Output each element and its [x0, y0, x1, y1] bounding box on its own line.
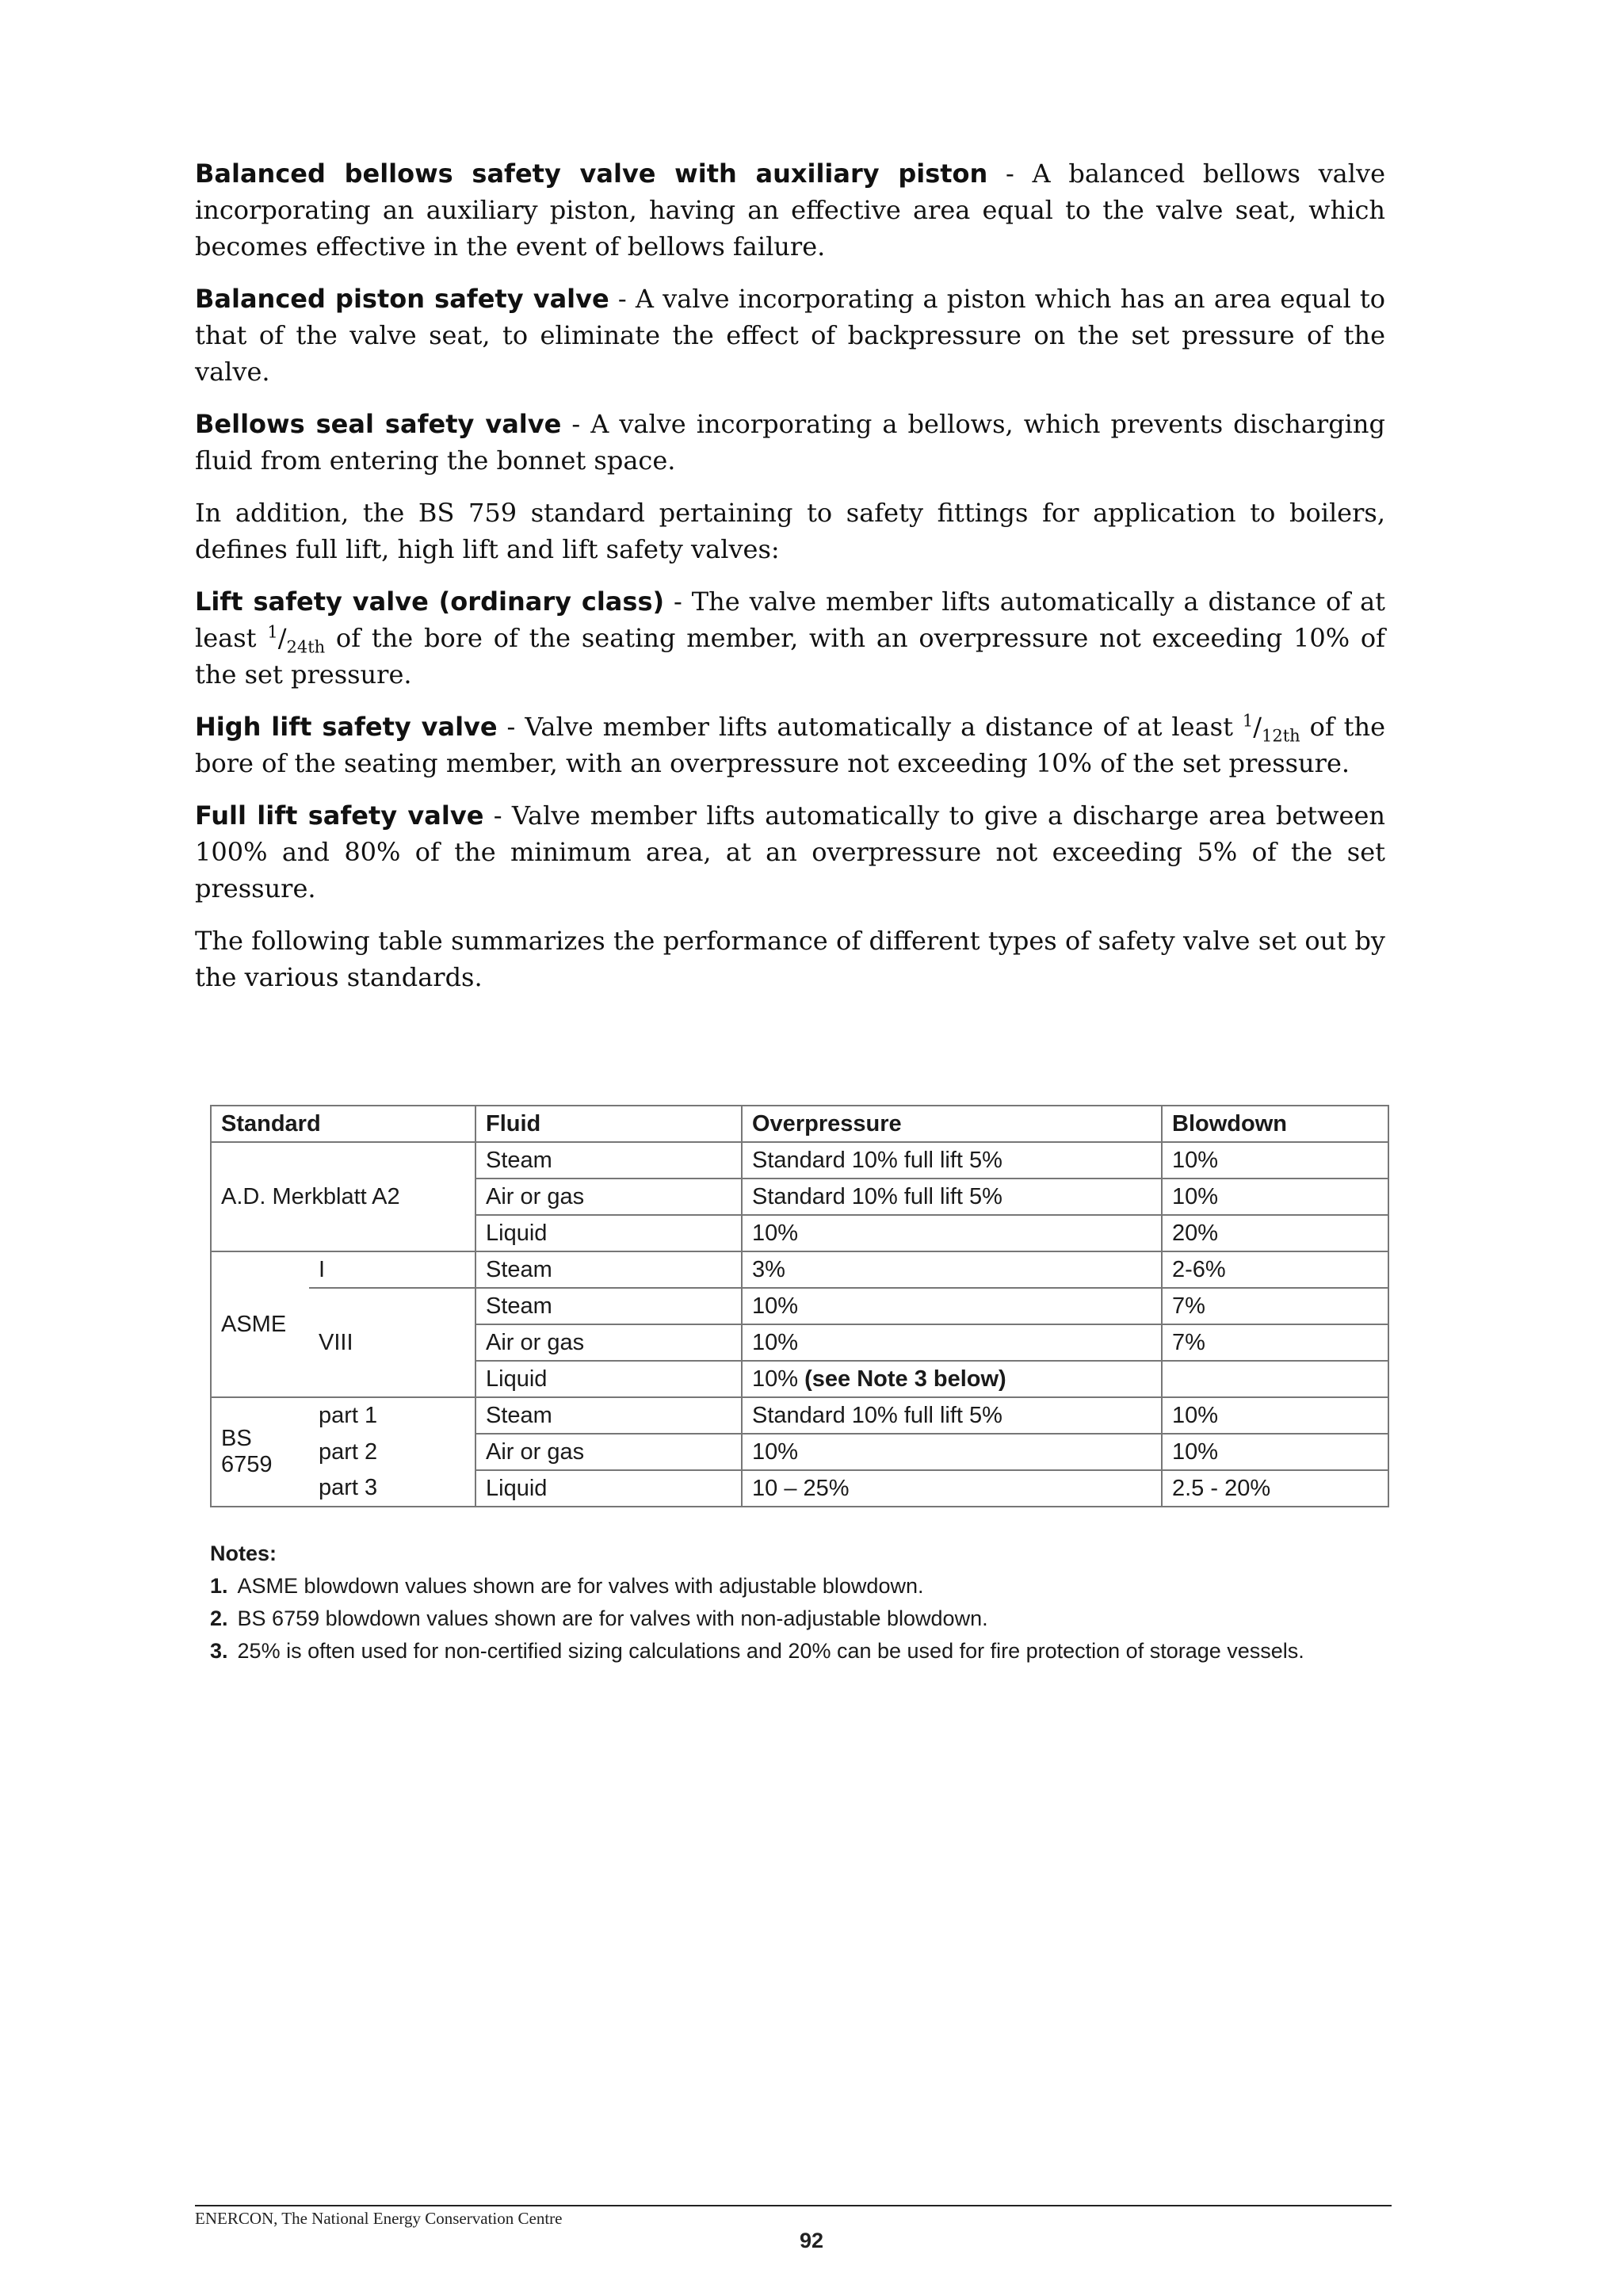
header-standard: Standard: [211, 1106, 475, 1142]
paragraph-text: The following table summarizes the performance of different types of safety valve set out by the various standards.: [195, 926, 1385, 992]
blowdown-cell: 10%: [1162, 1179, 1388, 1215]
fluid-cell: Steam: [475, 1251, 742, 1288]
note-text: BS 6759 blowdown values shown are for valves with non-adjustable blowdown.: [237, 1606, 988, 1630]
overpressure-cell: [742, 1361, 1162, 1397]
standard-cell: ASME: [211, 1251, 309, 1397]
overpressure-value: 10%: [752, 1366, 799, 1392]
paragraph-bellows-seal: [195, 406, 1385, 479]
paragraph-full-lift-safety-valve: [195, 797, 1385, 907]
overpressure-cell: Standard 10% full lift 5%: [742, 1179, 1162, 1215]
notes-heading: Notes:: [210, 1541, 277, 1565]
fluid-cell: Air or gas: [475, 1324, 742, 1361]
blowdown-cell: 10%: [1162, 1397, 1388, 1434]
paragraph-balanced-bellows-auxiliary: [195, 155, 1385, 265]
part-cell: part 1: [309, 1397, 475, 1434]
note-item: [210, 1603, 1399, 1635]
footer-organization: ENERCON, The National Energy Conservation Centre: [195, 2209, 563, 2228]
blowdown-cell: 7%: [1162, 1288, 1388, 1324]
paragraph-high-lift-safety-valve: [195, 709, 1385, 781]
note-number: 3.: [210, 1639, 228, 1663]
note-item: [210, 1570, 1399, 1603]
table-row: [211, 1397, 1388, 1434]
blowdown-cell: 2.5 - 20%: [1162, 1470, 1388, 1507]
fluid-cell: Steam: [475, 1288, 742, 1324]
fluid-cell: Steam: [475, 1142, 742, 1179]
fraction-slash: /: [1253, 712, 1262, 742]
blowdown-cell: [1162, 1361, 1388, 1397]
term-heading: Full lift safety valve: [195, 800, 484, 831]
fluid-cell: Liquid: [475, 1361, 742, 1397]
definition-text: - The valve member lifts automatically a distance of at least: [195, 586, 1385, 653]
fluid-cell: Liquid: [475, 1470, 742, 1507]
overpressure-cell: 10 – 25%: [742, 1470, 1162, 1507]
note-item: [210, 1635, 1399, 1668]
fraction-slash: /: [277, 623, 287, 653]
term-heading: Lift safety valve (ordinary class): [195, 586, 665, 617]
part-cell: I: [309, 1251, 475, 1288]
overpressure-cell: 10%: [742, 1215, 1162, 1251]
blowdown-cell: 10%: [1162, 1434, 1388, 1470]
table-row: [211, 1470, 1388, 1507]
fraction-denominator: 24th: [286, 637, 326, 657]
blowdown-cell: 20%: [1162, 1215, 1388, 1251]
part-cell: VIII: [309, 1288, 475, 1397]
page-number: 92: [799, 2229, 824, 2252]
term-heading: Bellows seal safety valve: [195, 409, 562, 439]
table-header-row: [211, 1106, 1388, 1142]
header-blowdown: Blowdown: [1162, 1106, 1388, 1142]
paragraph-bs759-intro: [195, 495, 1385, 567]
definition-text: of the bore of the seating member, with an overpressure not exceeding 10% of the set pressure.: [195, 623, 1386, 690]
table-row: [211, 1251, 1388, 1288]
blowdown-cell: 10%: [1162, 1142, 1388, 1179]
paragraph-text: In addition, the BS 759 standard pertaining to safety fittings for application to boilers, defines full lift, high lift and lift safety valves:: [195, 498, 1385, 564]
blowdown-cell: 7%: [1162, 1324, 1388, 1361]
overpressure-cell: 3%: [742, 1251, 1162, 1288]
fluid-cell: Air or gas: [475, 1434, 742, 1470]
standard-cell: BS 6759: [211, 1397, 309, 1507]
overpressure-cell: 10%: [742, 1288, 1162, 1324]
footer-divider: [195, 2205, 1392, 2206]
table-row: [211, 1434, 1388, 1470]
safety-valve-performance-table: [210, 1105, 1389, 1507]
overpressure-cell: 10%: [742, 1434, 1162, 1470]
note-number: 1.: [210, 1574, 228, 1598]
fluid-cell: Liquid: [475, 1215, 742, 1251]
fraction-numerator: 1: [1242, 711, 1254, 731]
definition-text: of the bore of the seating member, with an overpressure not exceeding 10% of the set pressure.: [195, 712, 1386, 778]
fraction-denominator: 12th: [1262, 726, 1300, 746]
paragraph-lift-safety-valve: [195, 583, 1385, 693]
blowdown-cell: 2-6%: [1162, 1251, 1388, 1288]
note-text: 25% is often used for non-certified sizing calculations and 20% can be used for fire protection of storage vessels.: [237, 1639, 1304, 1663]
definition-text: - A balanced bellows valve incorporating an auxiliary piston, having an effective area equal to the valve seat, which becomes effective in the event of bellows failure.: [195, 159, 1386, 262]
definition-text: - A valve incorporating a bellows, which prevents discharging fluid from entering the bonnet space.: [195, 409, 1385, 476]
overpressure-cell: Standard 10% full lift 5%: [742, 1142, 1162, 1179]
overpressure-note: (see Note 3 below): [798, 1366, 1006, 1392]
term-heading: Balanced bellows safety valve with auxiliary piston: [195, 159, 988, 189]
note-number: 2.: [210, 1606, 228, 1630]
overpressure-cell: Standard 10% full lift 5%: [742, 1397, 1162, 1434]
definition-text: - Valve member lifts automatically a distance of at least: [497, 712, 1243, 742]
term-heading: Balanced piston safety valve: [195, 284, 609, 314]
paragraph-balanced-piston: [195, 281, 1385, 390]
part-cell: part 2: [309, 1434, 475, 1470]
note-text: ASME blowdown values shown are for valves with adjustable blowdown.: [237, 1574, 924, 1598]
definition-text: - Valve member lifts automatically to give a discharge area between 100% and 80% of the minimum area, at an overpressure not exceeding 5% of the set pressure.: [195, 800, 1386, 904]
paragraph-table-intro: [195, 923, 1385, 995]
table-row: [211, 1288, 1388, 1324]
table-row: [211, 1142, 1388, 1179]
definition-text: - A valve incorporating a piston which has an area equal to that of the valve seat, to eliminate the effect of backpressure on the set pressure of the valve.: [195, 284, 1386, 387]
term-heading: High lift safety valve: [195, 712, 498, 742]
overpressure-cell: 10%: [742, 1324, 1162, 1361]
part-cell: part 3: [309, 1470, 475, 1507]
header-overpressure: Overpressure: [742, 1106, 1162, 1142]
body-text: [195, 155, 1385, 1011]
standard-cell: A.D. Merkblatt A2: [211, 1142, 475, 1251]
fluid-cell: Air or gas: [475, 1179, 742, 1215]
header-fluid: Fluid: [475, 1106, 742, 1142]
fraction-numerator: 1: [267, 622, 278, 642]
fluid-cell: Steam: [475, 1397, 742, 1434]
table-notes: [210, 1538, 1399, 1668]
